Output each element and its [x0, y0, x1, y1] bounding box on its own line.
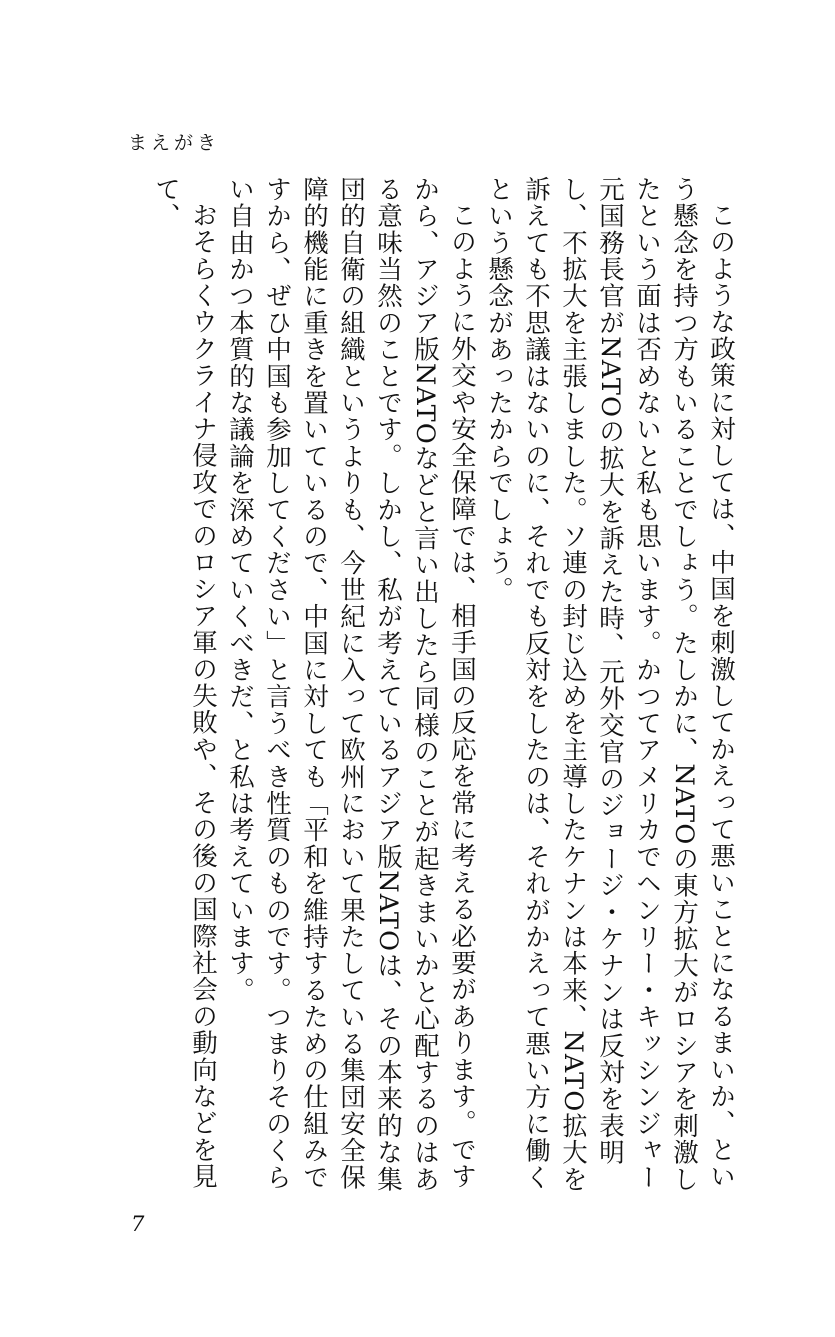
body-text: [119, 176, 739, 1216]
paragraph-3: おそらくウクライナ侵攻でのロシア軍の失敗や、その後の国際社会の動向などを見て、: [151, 176, 218, 1190]
running-head: まえがき: [128, 132, 221, 154]
paragraph-2: このように外交や安全保障では、相手国の反応を常に考える必要があります。ですから、アジア版NATOなどと言い出したら同様のことが起きまいかと心配するのはある意味当然のことです。しかし、私が考えているアジア版NATOは、その本来的な集団的自衛の組織というよりも、今世紀に入って欧州において果たしている集団安全保障的機能に重きを置いているので、中国に対しても「平和を維持するための仕組みですから、ぜひ中国も参加してください」と言うべき性質のものです。つまりそのくらい自由かつ本質的な議論を深めていくべきだ、と私は考えています。: [225, 176, 477, 1193]
paragraph-1: このような政策に対しては、中国を刺激してかえって悪いことになるまいか、という懸念を持つ方もいることでしょう。たしかに、NATOの東方拡大がロシアを刺激したという面は否めないと私も思います。かつてアメリカでヘンリー・キッシンジャー元国務長官がNATOの拡大を訴えた時、元外交官のジョージ・ケナンは反対を表明し、不拡大を主張しました。ソ連の封じ込めを主導したケナンは本来、NATO拡大を訴えても不思議はないのに、それでも反対をしたのは、それがかえって悪い方に働くという懸念があったからでしょう。: [484, 176, 736, 1193]
page-number: 7: [131, 1212, 145, 1236]
